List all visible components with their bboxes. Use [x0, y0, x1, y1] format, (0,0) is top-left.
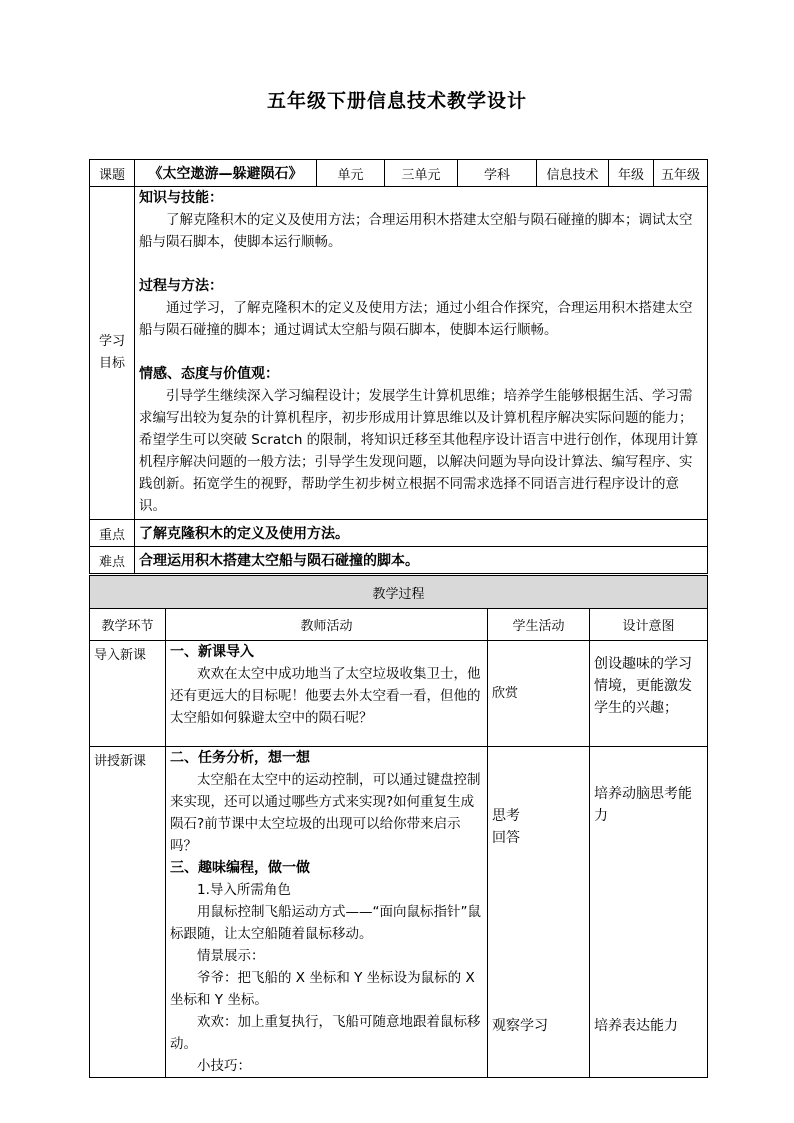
teacher-text: 太空船在太空中的运动控制，可以通过键盘控制来实现，还可以通过哪些方式来实现?如何重复生成陨石?前节课中太空垃圾的出现可以给你带来启示吗？	[170, 772, 481, 854]
step-1-text: 用鼠标控制飞船运动方式——“面向鼠标指针”鼠标跟随，让太空船随着鼠标移动。	[170, 904, 481, 942]
subject-value: 信息技术	[537, 160, 609, 187]
unit-value: 三单元	[385, 160, 458, 187]
teacher-text: 欢欢在太空中成功地当了太空垃圾收集卫士，他还有更远大的目标呢！他要去外太空看一看，但他的太空船如何躲避太空中的陨石呢？	[170, 666, 481, 726]
column-header-student: 学生活动	[488, 609, 590, 641]
teacher-heading-2: 三、趣味编程，做一做	[170, 860, 310, 876]
objectives-label: 学习 目标	[90, 187, 135, 520]
teacher-activity-cell	[166, 747, 488, 1078]
design-intent-cell: 创设趣味的学习情境，更能激发学生的兴趣；	[590, 641, 708, 747]
teacher-heading: 一、新课导入	[170, 644, 254, 660]
column-header-stage: 教学环节	[90, 609, 166, 641]
unit-label: 单元	[317, 160, 385, 187]
process-heading: 过程与方法：	[139, 278, 223, 294]
scene-label: 情景展示：	[197, 948, 265, 964]
stage-cell: 讲授新课	[90, 747, 166, 1078]
objectives-content	[135, 187, 708, 520]
knowledge-text: 了解克隆积木的定义及使用方法；合理运用积木搭建太空船与陨石碰撞的脚本；调试太空船与陨石脚本，使脚本运行顺畅。	[139, 212, 693, 250]
key-point-row	[90, 520, 708, 547]
header-row	[90, 160, 708, 187]
subject-label: 学科	[458, 160, 537, 187]
grade-value: 五年级	[654, 160, 708, 187]
process-section-title: 教学过程	[90, 576, 708, 609]
scene-line-1: 爷爷：把飞船的 X 坐标和 Y 坐标设为鼠标的 X 坐标和 Y 坐标。	[170, 970, 475, 1008]
process-columns-row	[90, 609, 708, 641]
student-activity-cell: 欣赏	[488, 641, 590, 747]
step-1-title: 1.导入所需角色	[197, 882, 291, 898]
topic-label: 课题	[90, 160, 135, 187]
grade-label: 年级	[609, 160, 654, 187]
stage-cell: 导入新课	[90, 641, 166, 747]
student-activity-cell: 思考 回答 观察学习	[488, 747, 590, 1078]
difficulty-row	[90, 547, 708, 574]
design-intent-cell: 培养动脑思考能力 培养表达能力	[590, 747, 708, 1078]
difficulty-text: 合理运用积木搭建太空船与陨石碰撞的脚本。	[135, 547, 708, 574]
process-title-row	[90, 576, 708, 609]
emotion-heading: 情感、态度与价值观：	[139, 366, 279, 382]
process-text: 通过学习，了解克隆积木的定义及使用方法；通过小组合作探究，合理运用积木搭建太空船与陨石碰撞的脚本；通过调试太空船与陨石脚本，使脚本运行顺畅。	[139, 300, 693, 338]
table-row	[90, 747, 708, 1078]
lesson-info-table	[89, 159, 707, 574]
scene-line-2: 欢欢：加上重复执行，飞船可随意地跟着鼠标移动。	[170, 1014, 481, 1052]
topic-value: 《太空遨游—躲避陨石》	[135, 160, 317, 187]
emotion-text: 引导学生继续深入学习编程设计；发展学生计算机思维；培养学生能够根据生活、学习需求编写出较为复杂的计算机程序，初步形成用计算思维以及计算机程序解决实际问题的能力；希望学生可以突破 Scratch 的限制，将知识迁移至其他程序设计语言中进行创作，体现用计算机程序解决问题的一般方法；引导学生发现问题，以解决问题为导向设计算法、编写程序、实践创新。拓宽学生的视野，帮助学生初步树立根据不同需求选择不同语言进行程序设计的意识。	[139, 388, 699, 514]
teacher-heading: 二、任务分析，想一想	[170, 750, 310, 766]
teacher-activity-cell	[166, 641, 488, 747]
table-row	[90, 641, 708, 747]
key-point-text: 了解克隆积木的定义及使用方法。	[135, 520, 708, 547]
column-header-teacher: 教师活动	[166, 609, 488, 641]
objectives-row	[90, 187, 708, 520]
column-header-intent: 设计意图	[590, 609, 708, 641]
knowledge-heading: 知识与技能：	[139, 190, 223, 206]
key-point-label: 重点	[90, 520, 135, 547]
difficulty-label: 难点	[90, 547, 135, 574]
tip-label: 小技巧：	[197, 1058, 251, 1074]
document-title: 五年级下册信息技术教学设计	[266, 90, 527, 112]
teaching-process-table	[89, 575, 707, 1078]
